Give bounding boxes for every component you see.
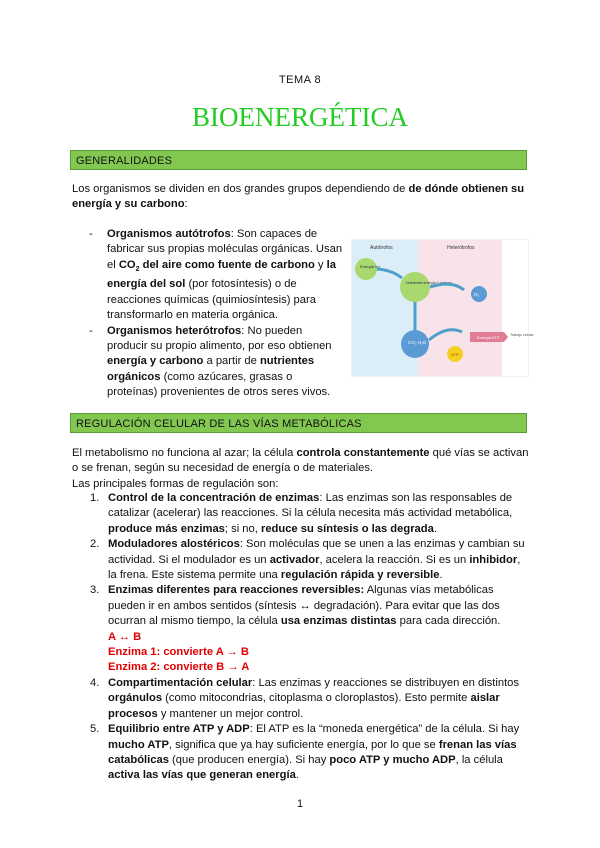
heterotrophs-label: Heterótrofos (447, 245, 475, 251)
chloroplast-icon (355, 258, 377, 280)
list-item-autotrofos: - Organismos autótrofos: Son capaces de fabricar sus propias moléculas orgánicas. Usan el $CO_2$ del aire como fuente de carbono y la energía del sol (por fotosíntesis) o de reacciones químicas (quimiosíntesis) para transformarlo en materia orgánica. (89, 228, 343, 322)
section-header-regulacion: REGULACIÓN CELULAR DE LAS VÍAS METABÓLICAS (70, 413, 527, 433)
organism-list (89, 227, 345, 401)
energy-label: Energía ATP (477, 335, 500, 340)
nutrients-label: Nutrientes energía + materia (406, 281, 452, 285)
cell-work-label: Trabajo celular (510, 333, 534, 337)
list-item-heterotrofos: - Organismos heterótrofos: No pueden producir su propio alimento, por eso obtienen energía y carbono a partir de nutrientes orgánicos (como azúcares, grasas o proteínas) provenientes de otros seres vivos. (89, 324, 332, 399)
list-item-atp-adp: 5. Equilibrio entre ATP y ADP: El ATP es la “moneda energética” de la célula. Si hay mucho ATP, significa que ya hay suficiente energía, por lo que se frenan las vías catabólicas (que producen energía). Si hay poco ATP y mucho ADP, la célula activa las vías que generan energía. (90, 723, 520, 782)
autotrophs-label: Autótrofos (370, 245, 393, 251)
oxygen-label: O₂ (474, 292, 480, 297)
nutrients-icon (400, 272, 430, 302)
regulation-list (90, 491, 532, 784)
autotrophs-heterotrophs-diagram (352, 240, 534, 376)
list-item-different-enzymes: 3. Enzimas diferentes para reacciones reversibles: Algunas vías metabólicas pueden ir en ambos sentidos (síntesis ↔ degradación). Para evitar que las dos ocurran al mismo tiempo, la célula usa enzimas distintas para cada dirección. A ↔ B Enzima 1: convierte A → B Enzima 2: convierte B → A (90, 584, 501, 674)
enzyme-2-line: Enzima 2: convierte B → A (108, 661, 250, 674)
list-item-enzyme-concentration: 1. Control de la concentración de enzimas: Las enzimas son las responsables de catalizar (acelerar) las reacciones. Si la célula necesita más actividad metabólica, produce más enzimas; si no, reduce su síntesis o las degrada. (90, 492, 513, 535)
page-number: 1 (296, 798, 304, 810)
sun-energy-label: Energía luz (360, 264, 381, 269)
atp-label: ATP (451, 352, 459, 357)
list-item-allosteric: 2. Moduladores alostéricos: Son moléculas que se unen a las enzimas y cambian su actividad. Si el modulador es un activador, acelera la reacción. Si es un inhibidor, la frena. Este sistema permite una regulación rápida y reversible. (90, 538, 525, 582)
list-item-compartment: 4. Compartimentación celular: Las enzimas y reacciones se distribuyen en distintos orgánulos (como mitocondrias, citoplasma o cloroplastos). Esto permite aislar procesos y mantener un mejor control. (90, 676, 520, 720)
page-title: BIOENERGÉTICA (192, 102, 408, 132)
regulation-paragraph: El metabolismo no funciona al azar; la célula controla constantemente qué vías se activan o se frenan, según su necesidad de energía o de materiales. Las principales formas de regulación son: (72, 447, 529, 490)
intro-paragraph: Los organismos se dividen en dos grandes grupos dependiendo de de dónde obtienen su energía y su carbono: (72, 183, 525, 211)
reaction-ab: A ↔ B (108, 630, 142, 643)
section-header-generalidades: GENERALIDADES (70, 150, 527, 170)
co2-water-label: CO₂ H₂O (408, 340, 427, 345)
topic-label: TEMA 8 (278, 74, 322, 86)
enzyme-1-line: Enzima 1: convierte A → B (108, 646, 249, 659)
